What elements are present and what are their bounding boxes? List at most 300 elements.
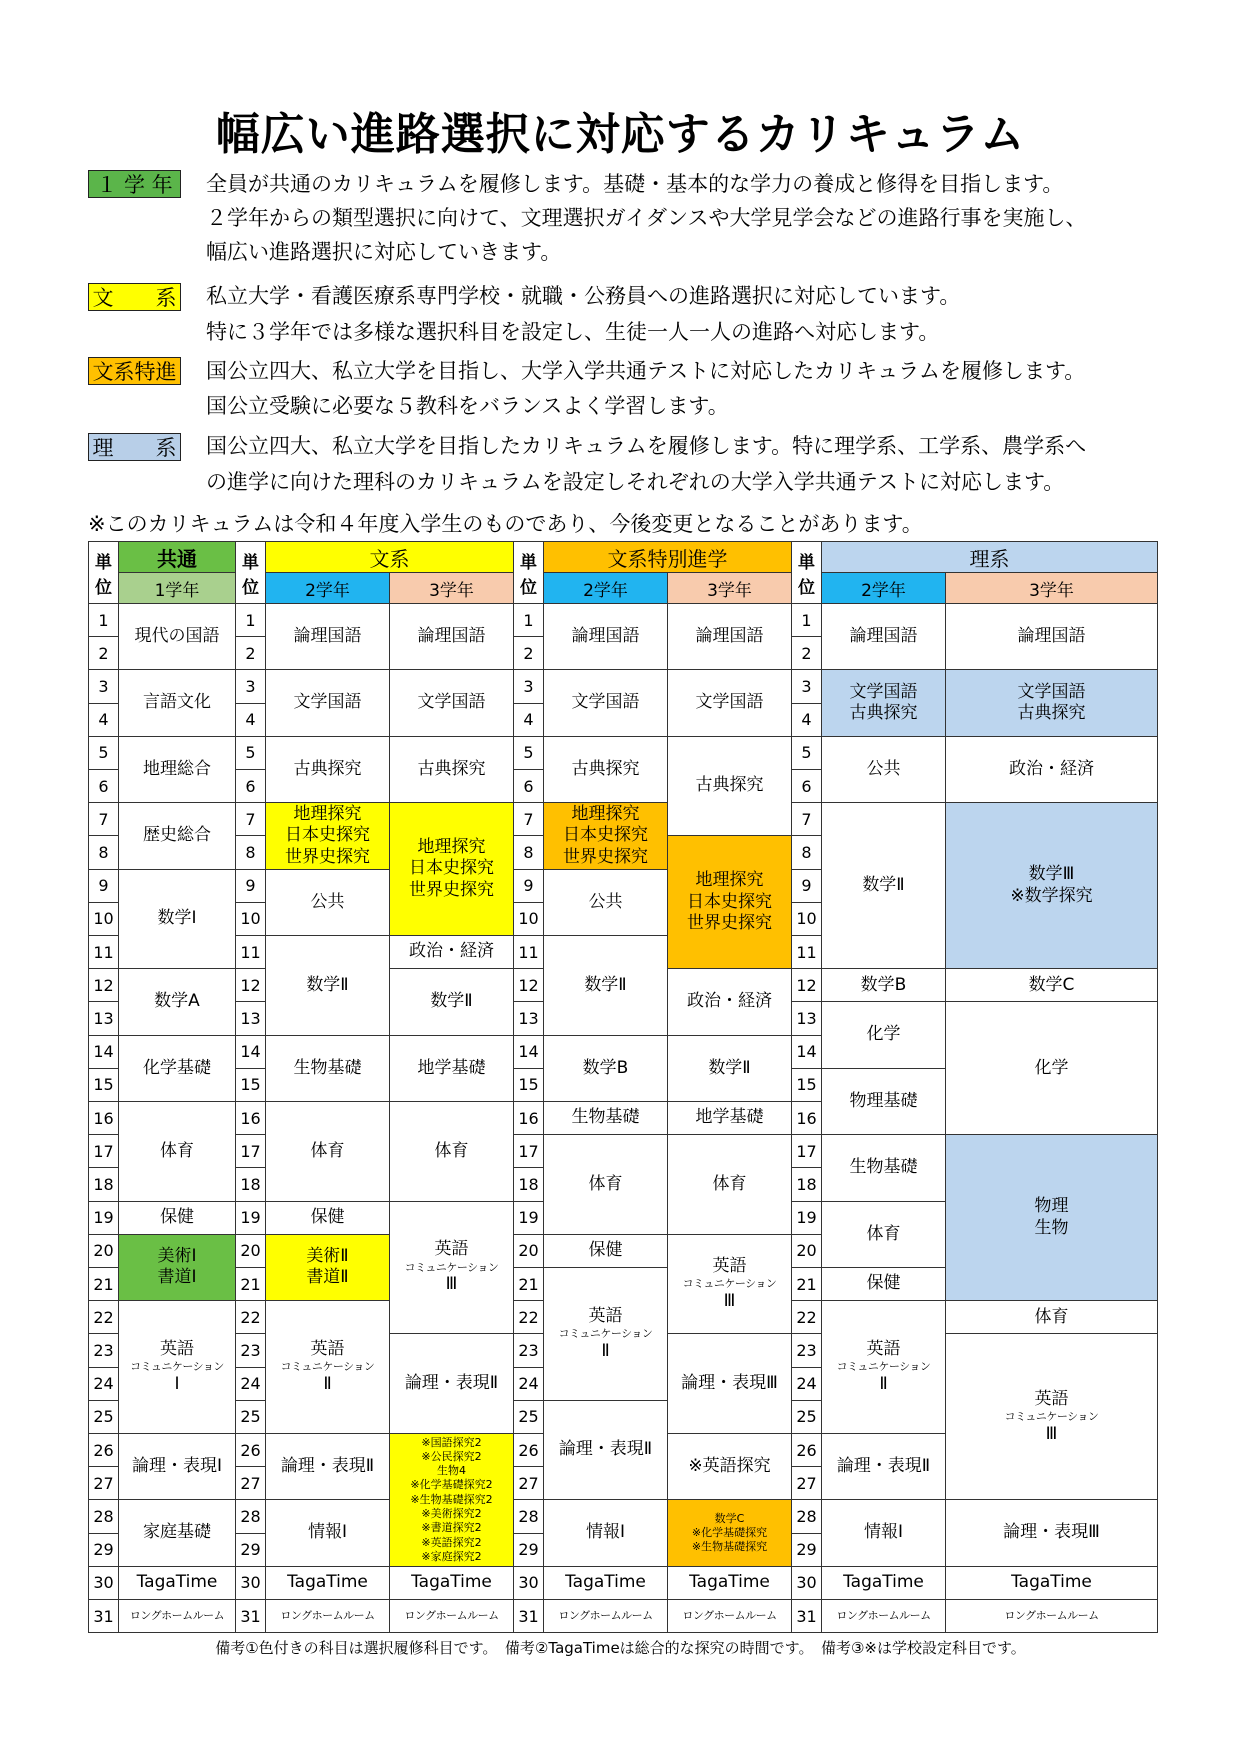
unit-number-label: 1 <box>523 610 534 630</box>
subject-cell <box>821 968 946 1002</box>
unit-number <box>791 1433 822 1467</box>
subject-cell <box>389 1101 514 1202</box>
unit-number <box>791 968 822 1002</box>
unit-number-label: 31 <box>796 1606 817 1626</box>
subject-name: 英語 <box>434 1239 469 1260</box>
subject-name: 美術Ⅰ 書道Ⅰ <box>157 1246 197 1288</box>
subject-content <box>294 692 362 713</box>
unit-number <box>88 703 119 737</box>
unit-number-label: 22 <box>93 1307 114 1327</box>
unit-number-label: 17 <box>93 1141 114 1161</box>
intro-year1-line1: 全員が共通のカリキュラムを履修します。基礎・基本的な学力の養成と修得を目指します。 <box>206 172 1064 196</box>
subject-cell <box>265 802 390 869</box>
subject-name: 体育 <box>1034 1306 1069 1327</box>
unit-number-label: 23 <box>518 1340 539 1360</box>
unit-number <box>88 1167 119 1201</box>
subject-level: Ⅲ <box>445 1274 458 1295</box>
unit-number-label: 27 <box>240 1473 261 1493</box>
unit-number-label: 23 <box>93 1340 114 1360</box>
unit-number <box>513 736 544 770</box>
subject-cell <box>667 968 792 1035</box>
unit-number <box>235 1134 266 1168</box>
subject-content <box>867 1224 901 1245</box>
subject-cell <box>118 1433 236 1500</box>
subject-cell <box>667 1333 792 1434</box>
subject-cell <box>821 1499 946 1566</box>
unit-number-label: 3 <box>245 676 256 696</box>
unit-number <box>791 1466 822 1500</box>
unit-number-label: 16 <box>240 1108 261 1128</box>
unit-number <box>791 1566 822 1600</box>
unit-number-label: 15 <box>240 1075 261 1095</box>
subject-cell <box>118 736 236 803</box>
unit-number <box>88 1267 119 1301</box>
subject-cell <box>667 835 792 969</box>
unit-number-label: 11 <box>518 942 539 962</box>
subject-name: 数学B <box>860 974 907 995</box>
subject-name: 論理国語 <box>695 626 764 647</box>
subject-subtitle: ロングホームルーム <box>404 1609 499 1623</box>
unit-number-label: 28 <box>240 1506 261 1526</box>
year-header-b2 <box>265 572 390 604</box>
subject-subtitle: コミュニケーション <box>404 1260 499 1274</box>
subject-level: Ⅲ <box>1045 1423 1058 1444</box>
subject-name: 数学Ⅲ ※数学探究 <box>1010 864 1093 906</box>
unit-number-label: 18 <box>240 1174 261 1194</box>
subject-content <box>696 692 764 713</box>
unit-number-label: 17 <box>240 1141 261 1161</box>
unit-number-label: 17 <box>796 1141 817 1161</box>
unit-number <box>513 1466 544 1500</box>
subject-name: 歴史総合 <box>143 825 211 846</box>
subject-content <box>836 1609 930 1623</box>
subject-content <box>689 1572 770 1593</box>
unit-number-label: 4 <box>98 710 109 730</box>
subject-cell <box>821 1068 946 1135</box>
unit-number <box>791 1134 822 1168</box>
subject-content <box>862 875 904 896</box>
subject-cell <box>389 968 514 1035</box>
unit-number-label: 31 <box>240 1606 261 1626</box>
unit-number <box>513 902 544 936</box>
unit-number <box>791 769 822 803</box>
unit-number <box>791 603 822 637</box>
unit-number <box>235 1499 266 1533</box>
page-title: 幅広い進路選択に対応するカリキュラム <box>215 109 1026 160</box>
subject-cell <box>667 1101 792 1135</box>
curriculum-table <box>88 541 1157 1634</box>
subject-cell <box>543 1566 668 1600</box>
subject-name: 体育 <box>588 1173 623 1194</box>
subject-content <box>583 1058 629 1079</box>
subject-cell <box>543 1499 668 1566</box>
subject-name: 化学 <box>1034 1057 1069 1078</box>
unit-number-label: 30 <box>93 1573 114 1593</box>
subject-cell <box>265 1433 390 1500</box>
subject-cell <box>543 869 668 936</box>
unit-number <box>513 769 544 803</box>
unit-number <box>88 669 119 703</box>
unit-number-label: 30 <box>518 1573 539 1593</box>
subject-cell <box>543 1101 668 1135</box>
unit-number <box>513 1234 544 1268</box>
unit-number <box>88 736 119 770</box>
year-header-r2 <box>821 572 946 604</box>
subject-name: 数学C <box>1028 974 1075 995</box>
subject-cell <box>667 1234 792 1335</box>
unit-number-label: 14 <box>796 1042 817 1062</box>
subject-content <box>418 759 486 780</box>
unit-number-label: 29 <box>240 1540 261 1560</box>
subject-name: 文学国語 古典探究 <box>1017 681 1086 724</box>
subject-content <box>160 1207 194 1228</box>
subject-content <box>683 1256 777 1312</box>
subject-cell <box>265 669 390 736</box>
subject-content <box>281 1456 374 1477</box>
unit-number-label: 22 <box>518 1307 539 1327</box>
subject-content <box>311 892 345 913</box>
subject-content <box>1018 626 1086 647</box>
unit-number <box>235 1400 266 1434</box>
intro-year1-line2: ２学年からの類型選択に向けて、文理選択ガイダンスや大学見学会などの進路行事を実施し、 <box>206 206 1087 230</box>
subject-content <box>409 837 494 901</box>
unit-number <box>235 1333 266 1367</box>
unit-header-label: 単 位 <box>798 552 815 598</box>
unit-number <box>513 835 544 869</box>
subject-content <box>418 1058 486 1079</box>
subject-cell <box>118 1101 236 1202</box>
subject-cell <box>118 802 236 869</box>
subject-cell <box>118 1499 236 1566</box>
subject-name: 美術Ⅱ 書道Ⅱ <box>306 1246 349 1288</box>
subject-cell <box>667 736 792 837</box>
subject-name: 地理探究 日本史探究 世界史探究 <box>687 870 772 933</box>
subject-content <box>418 626 486 647</box>
subject-content <box>430 991 472 1012</box>
subject-name: 地理探究 日本史探究 世界史探究 <box>563 804 648 867</box>
header-bunkei <box>265 541 514 573</box>
subject-name: 体育 <box>434 1140 469 1161</box>
subject-cell <box>543 1035 668 1102</box>
subject-content <box>157 1246 196 1289</box>
unit-number-label: 26 <box>518 1440 539 1460</box>
header-bunkei-tokubetsu <box>543 541 792 573</box>
subject-cell <box>118 1300 236 1434</box>
subject-cell <box>821 1134 946 1201</box>
unit-number <box>513 1300 544 1334</box>
unit-number-label: 28 <box>93 1506 114 1526</box>
unit-number-label: 1 <box>98 610 109 630</box>
unit-number <box>235 769 266 803</box>
unit-number <box>235 1234 266 1268</box>
unit-number-label: 15 <box>93 1075 114 1095</box>
subject-cell <box>265 736 390 803</box>
subject-content <box>410 1436 492 1565</box>
subject-cell <box>118 869 236 970</box>
subject-content <box>418 692 486 713</box>
subject-content <box>130 1609 224 1623</box>
header-bunkei-tokubetsu-label: 文系特別進学 <box>607 546 728 571</box>
subject-content <box>294 1058 362 1079</box>
subject-content <box>850 1091 918 1112</box>
unit-number-label: 12 <box>518 975 539 995</box>
unit-number <box>791 1300 822 1334</box>
subject-name: 論理・表現Ⅱ <box>404 1373 499 1394</box>
subject-cell <box>118 603 236 670</box>
unit-number-label: 29 <box>518 1540 539 1560</box>
unit-number-label: 18 <box>796 1174 817 1194</box>
subject-subtitle: コミュニケーション <box>836 1360 931 1374</box>
subject-content <box>572 626 640 647</box>
unit-number-label: 11 <box>796 942 817 962</box>
subject-content <box>850 1157 918 1178</box>
unit-number <box>88 1599 119 1633</box>
subject-cell <box>821 1599 946 1633</box>
unit-number-label: 19 <box>93 1208 114 1228</box>
subject-subtitle: ロングホームルーム <box>280 1609 375 1623</box>
unit-number-label: 14 <box>518 1042 539 1062</box>
unit-number-label: 1 <box>801 610 812 630</box>
unit-number <box>235 1201 266 1235</box>
subject-cell <box>543 935 668 1036</box>
subject-content <box>696 626 764 647</box>
subject-name: 公共 <box>588 891 623 912</box>
subject-content <box>306 975 348 996</box>
subject-cell <box>945 736 1158 803</box>
subject-content <box>154 991 200 1012</box>
subject-subtitle: コミュニケーション <box>130 1360 224 1374</box>
unit-number <box>88 1433 119 1467</box>
subject-name: 文学国語 <box>571 692 640 713</box>
subject-content <box>572 692 640 713</box>
unit-number-label: 16 <box>93 1108 114 1128</box>
subject-content <box>688 1456 770 1477</box>
unit-number <box>88 636 119 670</box>
subject-name: 論理・表現Ⅱ <box>836 1456 931 1477</box>
unit-number <box>88 1300 119 1334</box>
unit-number-label: 5 <box>98 743 109 763</box>
subject-content <box>1035 1307 1069 1328</box>
unit-number <box>791 636 822 670</box>
subject-name: 論理国語 <box>571 626 640 647</box>
subject-content <box>708 1058 750 1079</box>
subject-content <box>1010 864 1092 907</box>
subject-content <box>696 775 764 796</box>
subject-cell <box>389 1433 514 1567</box>
subject-name: 論理国語 <box>293 626 362 647</box>
subject-content <box>850 626 918 647</box>
subject-name: 古典探究 <box>695 775 764 796</box>
subject-content <box>143 692 211 713</box>
unit-number <box>791 902 822 936</box>
subject-cell <box>667 1134 792 1235</box>
subject-cell <box>821 1201 946 1268</box>
unit-number <box>513 703 544 737</box>
subject-content <box>1011 1572 1092 1593</box>
unit-number-label: 9 <box>523 876 534 896</box>
subject-cell <box>543 1134 668 1235</box>
unit-number <box>791 1001 822 1035</box>
unit-header-label: 単 位 <box>95 552 112 598</box>
unit-number-label: 6 <box>98 776 109 796</box>
unit-number <box>513 1001 544 1035</box>
subject-cell <box>945 1333 1158 1500</box>
unit-number-label: 7 <box>245 809 256 829</box>
subject-content <box>1035 1058 1069 1079</box>
subject-name: 古典探究 <box>293 758 362 779</box>
subject-cell <box>265 1101 390 1202</box>
unit-number <box>791 703 822 737</box>
subject-content <box>130 1339 224 1395</box>
unit-number-label: 15 <box>796 1075 817 1095</box>
subject-name: TagaTime <box>411 1572 492 1593</box>
subject-content <box>294 759 362 780</box>
curriculum-note: ※このカリキュラムは令和４年度入学生のものであり、今後変更となることがあります。 <box>88 512 923 536</box>
subject-cell <box>265 1599 390 1633</box>
subject-cell <box>118 1599 236 1633</box>
subject-name: 体育 <box>712 1173 747 1194</box>
subject-name: TagaTime <box>136 1572 218 1593</box>
subject-name: 言語文化 <box>143 692 211 713</box>
subject-name: 古典探究 <box>571 758 640 779</box>
unit-number <box>513 1499 544 1533</box>
subject-list: 数学C ※化学基礎探究 ※生物基礎探究 <box>691 1511 768 1554</box>
subject-name: 公共 <box>866 758 901 779</box>
subject-content <box>311 1207 345 1228</box>
subject-name: 保健 <box>160 1207 194 1228</box>
subject-name: 生物基礎 <box>849 1157 918 1178</box>
header-common <box>118 541 236 573</box>
subject-cell <box>118 1234 236 1301</box>
unit-number <box>791 1367 822 1401</box>
unit-number-label: 7 <box>98 809 109 829</box>
subject-cell <box>265 1300 390 1434</box>
subject-content <box>143 759 211 780</box>
unit-number <box>791 935 822 969</box>
subject-content <box>306 1246 348 1289</box>
subject-content <box>713 1174 747 1195</box>
unit-number <box>88 1134 119 1168</box>
unit-number <box>513 603 544 637</box>
unit-number-label: 5 <box>801 743 812 763</box>
unit-number <box>791 1499 822 1533</box>
subject-name: 物理基礎 <box>849 1090 918 1111</box>
subject-level: Ⅱ <box>601 1340 610 1361</box>
subject-cell <box>265 869 390 936</box>
subject-name: 地理探究 日本史探究 世界史探究 <box>285 804 370 867</box>
unit-number <box>513 1433 544 1467</box>
subject-name: 化学基礎 <box>143 1057 211 1078</box>
subject-cell <box>118 968 236 1035</box>
unit-number <box>791 802 822 836</box>
unit-number <box>88 1499 119 1533</box>
unit-number <box>88 968 119 1002</box>
unit-number-label: 25 <box>240 1407 261 1427</box>
subject-name: 物理 生物 <box>1034 1196 1069 1238</box>
subject-content <box>404 1609 498 1623</box>
subject-name: 化学 <box>866 1024 901 1045</box>
intro-rikei-line1: 国公立四大、私立大学を目指したカリキュラムを履修します。特に理学系、工学系、農学系へ <box>206 434 1087 458</box>
subject-cell <box>265 1035 390 1102</box>
subject-name: 論理国語 <box>849 626 918 647</box>
unit-number-label: 19 <box>240 1208 261 1228</box>
unit-number-label: 13 <box>240 1008 261 1028</box>
unit-number <box>791 1068 822 1102</box>
unit-number <box>513 1333 544 1367</box>
unit-number <box>791 1234 822 1268</box>
subject-cell <box>821 603 946 670</box>
unit-header <box>235 541 266 604</box>
subject-name: 古典探究 <box>417 758 486 779</box>
unit-number <box>88 1400 119 1434</box>
unit-header-label: 単 位 <box>520 552 537 598</box>
header-bunkei-label: 文系 <box>369 546 410 571</box>
subject-name: TagaTime <box>689 1572 770 1593</box>
subject-level: Ⅰ <box>174 1373 180 1394</box>
unit-number-label: 22 <box>796 1307 817 1327</box>
unit-number-label: 26 <box>796 1440 817 1460</box>
unit-number-label: 25 <box>796 1407 817 1427</box>
subject-content <box>1018 682 1086 725</box>
subject-content <box>405 1239 499 1295</box>
subject-content <box>864 1522 903 1543</box>
subject-cell <box>821 802 946 969</box>
unit-number-label: 3 <box>801 676 812 696</box>
subject-cell <box>265 1499 390 1566</box>
intro-year1-line3: 幅広い進路選択に対応していきます。 <box>206 240 562 264</box>
subject-cell <box>945 669 1158 736</box>
subject-cell <box>543 1400 668 1501</box>
year-header-label: 2学年 <box>861 580 906 601</box>
unit-number <box>235 1101 266 1135</box>
subject-name: 英語 <box>310 1338 345 1359</box>
subject-name: 文学国語 <box>417 692 486 713</box>
subject-name: 論理国語 <box>417 626 486 647</box>
subject-level: Ⅱ <box>323 1373 332 1394</box>
unit-number <box>88 802 119 836</box>
subject-cell <box>118 669 236 736</box>
unit-number-label: 13 <box>93 1008 114 1028</box>
unit-header <box>791 541 822 604</box>
subject-cell <box>945 1499 1158 1566</box>
unit-number-label: 11 <box>93 942 114 962</box>
subject-content <box>586 1522 625 1543</box>
unit-number-label: 4 <box>801 710 812 730</box>
subject-cell <box>667 1499 792 1566</box>
unit-number-label: 12 <box>240 975 261 995</box>
unit-number-label: 27 <box>518 1473 539 1493</box>
unit-number <box>513 1101 544 1135</box>
subject-subtitle: ロングホームルーム <box>558 1609 653 1623</box>
unit-number-label: 18 <box>518 1174 539 1194</box>
unit-number-label: 25 <box>93 1407 114 1427</box>
unit-number-label: 24 <box>240 1374 261 1394</box>
intro-tokushin-line2: 国公立受験に必要な５教科をバランスよく学習します。 <box>206 394 729 418</box>
subject-name: 体育 <box>866 1223 901 1244</box>
subject-cell <box>265 1201 390 1235</box>
subject-cell <box>389 736 514 803</box>
unit-number-label: 30 <box>240 1573 261 1593</box>
subject-cell <box>945 1566 1158 1600</box>
unit-number <box>88 1333 119 1367</box>
unit-number <box>513 1035 544 1069</box>
unit-number-label: 26 <box>93 1440 114 1460</box>
unit-number-label: 31 <box>93 1606 114 1626</box>
year-header-t3 <box>667 572 792 604</box>
unit-number <box>235 902 266 936</box>
subject-cell <box>265 935 390 1036</box>
subject-name: 政治・経済 <box>409 941 494 962</box>
